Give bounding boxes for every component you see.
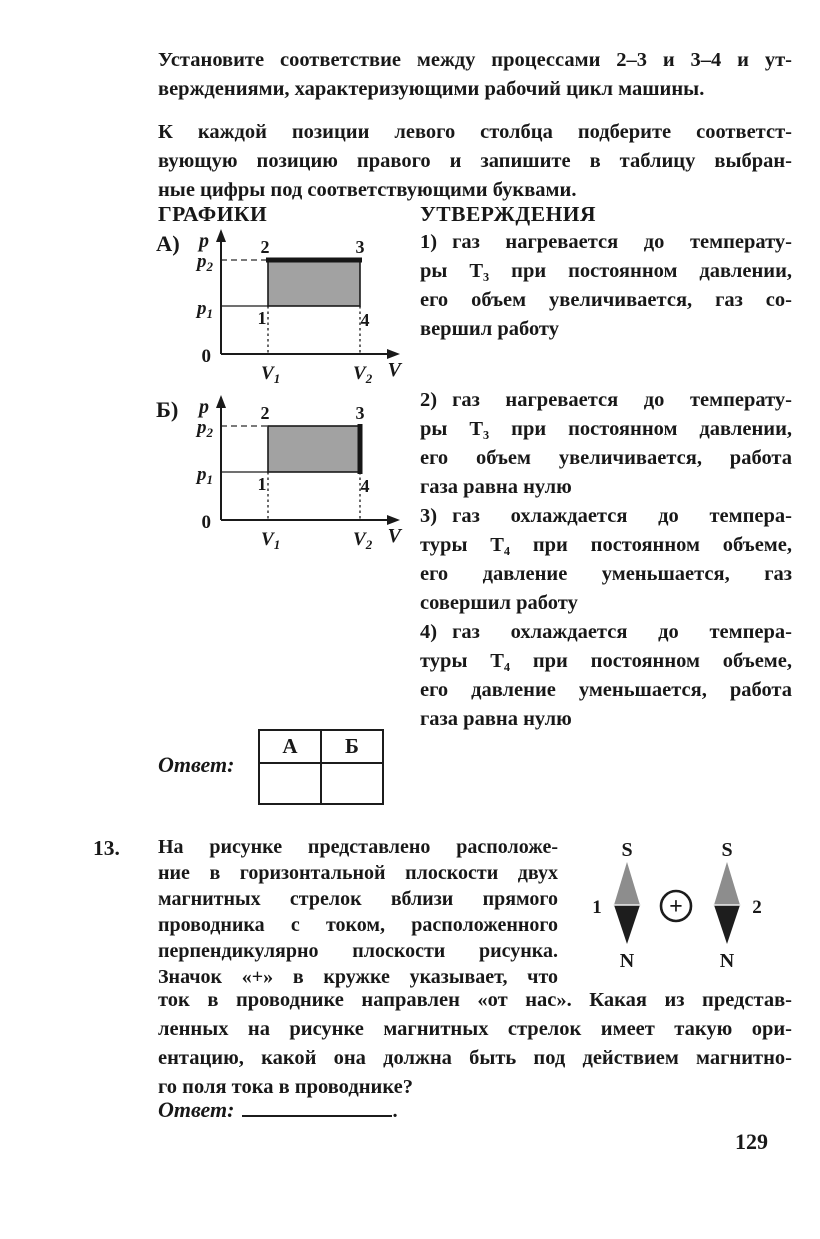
graph-a-pv-diagram (153, 226, 409, 384)
answer-table-header-a: А (259, 730, 321, 763)
v1-tick: $V_1$ (261, 529, 281, 550)
v1-tick: $V_1$ (261, 363, 281, 384)
text-line: вующую позицию правого и запишите в таблицу выбран- (158, 150, 792, 172)
text-line: ры T₃ при постоянном давлении, (420, 260, 792, 282)
needle2-south-label: S (721, 839, 733, 861)
p-axis-arrow (216, 229, 226, 242)
text-line: ные цифры под соответствующими буквами. (158, 179, 577, 201)
problem-13-answer-row (158, 1096, 398, 1123)
corner-2: 2 (260, 403, 270, 423)
answer-table-header-row (259, 730, 383, 763)
text-line: его объем увеличивается, газ со- (420, 289, 792, 311)
statement-1 (420, 231, 792, 347)
v-axis-label: V (387, 525, 401, 547)
text-line: го поля тока в проводнике? (158, 1076, 413, 1098)
p-axis-label: p (199, 230, 209, 252)
p-axis-label: p (199, 396, 209, 418)
origin-label: 0 (201, 512, 211, 533)
text-line: Установите соответствие между процессами 2–3 и 3–4 и ут- (158, 49, 792, 71)
text-line: вершил работу (420, 318, 559, 340)
text-line: На рисунке представлено расположе- (158, 836, 558, 858)
p-axis-arrow (216, 395, 226, 408)
text-line: ентацию, какой она должна быть под действием магнитно- (158, 1047, 792, 1069)
needle2-number: 2 (752, 897, 762, 918)
statement-4 (420, 621, 792, 737)
intro-paragraph-1 (158, 49, 792, 107)
corner-4: 4 (360, 476, 370, 496)
graph-a-tag: А) (156, 231, 180, 256)
corner-1: 1 (257, 474, 267, 494)
text-line: совершил работу (420, 592, 578, 614)
needle2-south-half (714, 862, 740, 905)
statement-number: 4) (420, 621, 438, 643)
v-axis-arrow (387, 349, 400, 359)
statement-number: 1) (420, 231, 438, 253)
answer-table-body-row (259, 763, 383, 804)
text-line: перпендикулярно плоскости рисунка. (158, 940, 558, 962)
answer-cell-b (321, 763, 383, 804)
answer-table-header-b: Б (321, 730, 383, 763)
needle1-number: 1 (592, 897, 602, 918)
needle1-north-label: N (619, 950, 635, 972)
origin-label: 0 (201, 346, 211, 367)
corner-3: 3 (355, 237, 365, 257)
corner-4: 4 (360, 310, 370, 330)
answer-label: Ответ: (158, 1097, 235, 1122)
graphs-column-header: ГРАФИКИ (158, 202, 268, 226)
text-line: газа равна нулю (420, 708, 572, 730)
magnetic-needles-figure (583, 834, 783, 974)
text-line: 3) газ охлаждается до темпера- (420, 505, 792, 527)
needle1-south-half (614, 862, 640, 905)
graph-b-tag: Б) (156, 397, 179, 422)
text-line: его давление уменьшается, работа (420, 679, 792, 701)
text-line: Значок «+» в кружке указывает, что (158, 966, 558, 988)
v-axis-arrow (387, 515, 400, 525)
text-line: ток в проводнике направлен «от нас». Какая из представ- (158, 989, 792, 1011)
text-line: верждениями, характеризующими рабочий цикл машины. (158, 78, 705, 100)
text-line: К каждой позиции левого столбца подберите соответст- (158, 121, 792, 143)
statement-2 (420, 389, 792, 505)
needle1-north-half (614, 905, 640, 944)
p1-tick: $p_1$ (197, 298, 213, 321)
current-plus-icon: + (669, 894, 683, 920)
problem-13-text-column (158, 836, 558, 992)
answer-period: . (392, 1100, 398, 1122)
p1-tick: $p_1$ (197, 464, 213, 487)
text-line: ленных на рисунке магнитных стрелок имеет такую ори- (158, 1018, 792, 1040)
statement-number: 2) (420, 389, 438, 411)
text-line: туры T₄ при постоянном объеме, (420, 650, 792, 672)
text-line: магнитных стрелок вблизи прямого (158, 888, 558, 910)
answer-blank (242, 1096, 392, 1117)
cycle-rectangle (268, 260, 360, 306)
text-line: туры T₄ при постоянном объеме, (420, 534, 792, 556)
statements-column-header: УТВЕРЖДЕНИЯ (420, 202, 597, 226)
needle2-north-label: N (719, 950, 735, 972)
statement-number: 3) (420, 505, 438, 527)
text-line: его давление уменьшается, газ (420, 563, 792, 585)
needle1-south-label: S (621, 839, 633, 861)
page-number: 129 (735, 1129, 768, 1154)
text-line: 1) газ нагревается до температу- (420, 231, 792, 253)
problem-13-number: 13. (93, 836, 120, 860)
v2-tick: $V_2$ (353, 363, 373, 384)
problem-13-text-wide (158, 989, 792, 1105)
text-line: ры T₃ при постоянном давлении, (420, 418, 792, 440)
v2-tick: $V_2$ (353, 529, 373, 550)
needle2-north-half (714, 905, 740, 944)
answer-label: Ответ: (158, 752, 235, 777)
text-line: газа равна нулю (420, 476, 572, 498)
corner-1: 1 (257, 308, 267, 328)
text-line: его объем увеличивается, работа (420, 447, 792, 469)
intro-paragraph-2 (158, 121, 792, 208)
cycle-rectangle (268, 426, 360, 472)
answer-cell-a (259, 763, 321, 804)
text-line: проводника с током, расположенного (158, 914, 558, 936)
statement-3 (420, 505, 792, 621)
v-axis-label: V (387, 359, 401, 381)
text-line: ние в горизонтальной плоскости двух (158, 862, 558, 884)
text-line: 2) газ нагревается до температу- (420, 389, 792, 411)
graph-b-pv-diagram (153, 392, 409, 550)
p2-tick: $p_2$ (197, 417, 213, 440)
text-line: 4) газ охлаждается до темпера- (420, 621, 792, 643)
corner-3: 3 (355, 403, 365, 423)
corner-2: 2 (260, 237, 270, 257)
answer-table (258, 729, 384, 805)
p2-tick: $p_2$ (197, 251, 213, 274)
